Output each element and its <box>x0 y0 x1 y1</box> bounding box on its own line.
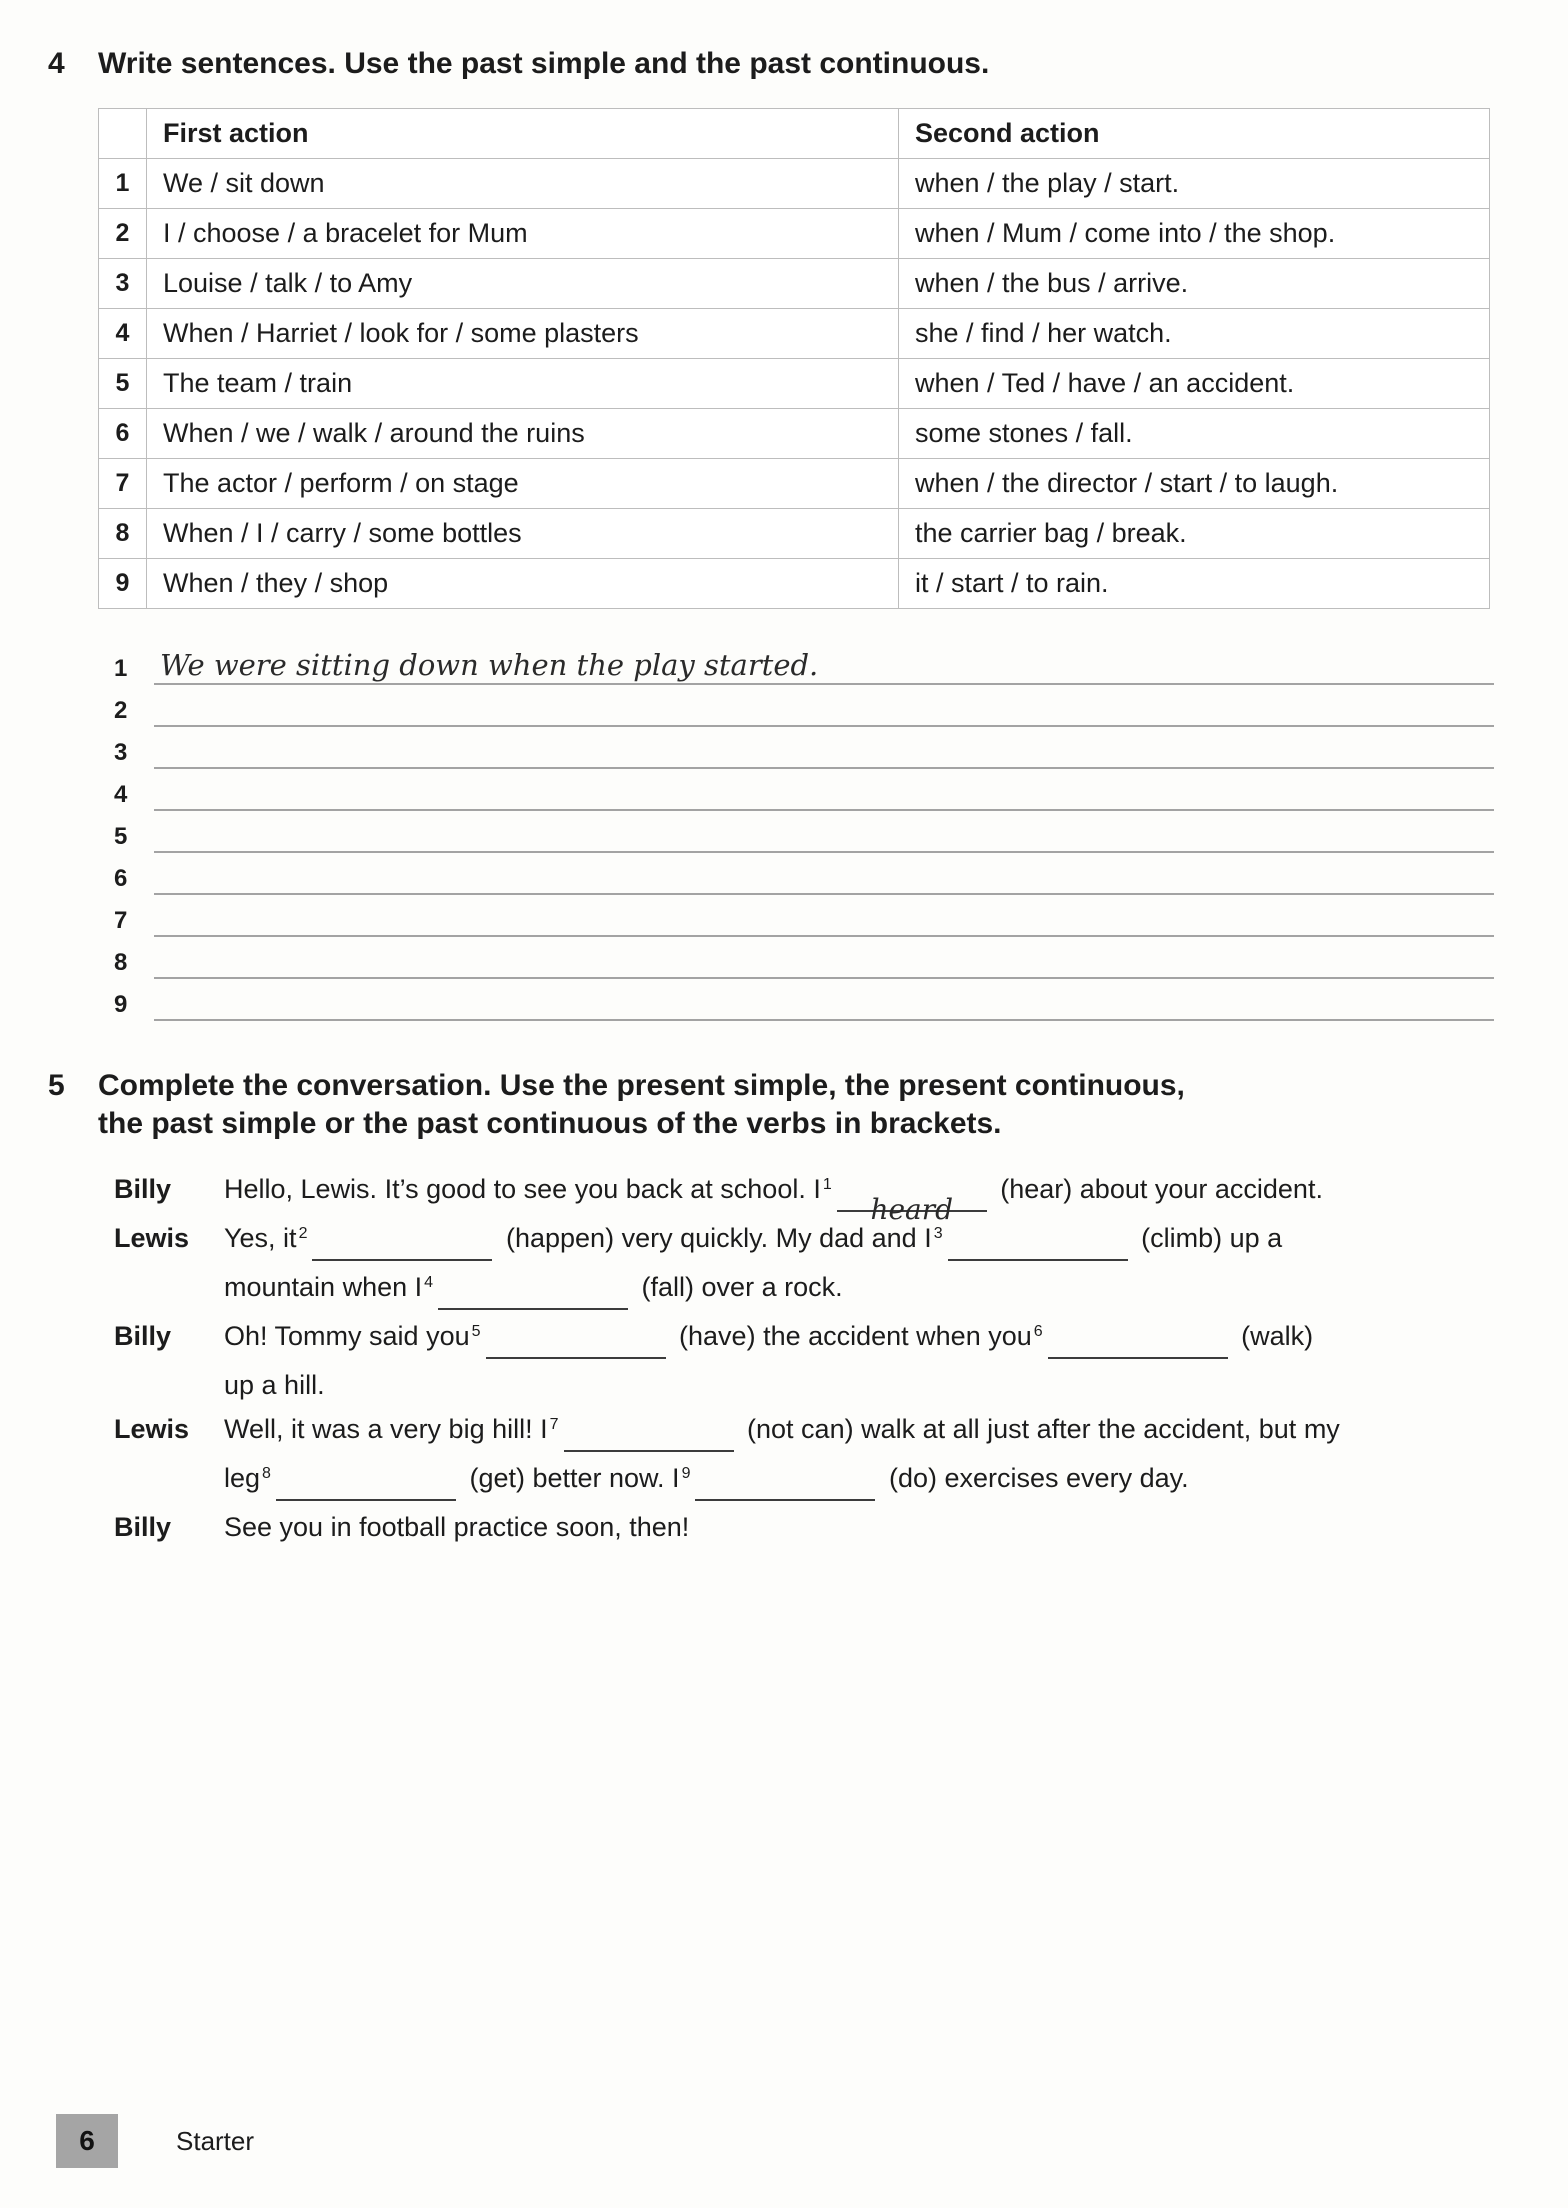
dialogue <box>114 1167 1498 1549</box>
fill-in-blank[interactable] <box>837 1185 987 1226</box>
cell-second-action: when / the play / start. <box>899 159 1490 209</box>
answer-number: 7 <box>114 907 128 934</box>
table-row <box>99 209 1490 259</box>
table-row <box>99 559 1490 609</box>
answer-write-line[interactable] <box>154 937 1494 979</box>
answer-write-line[interactable] <box>154 643 1494 685</box>
exercise-number: 5 <box>48 1069 65 1102</box>
answer-row <box>114 769 1494 811</box>
fill-in-blank[interactable] <box>276 1474 456 1501</box>
table-row <box>99 359 1490 409</box>
row-number: 7 <box>99 459 147 509</box>
dialogue-text: (hear) about your accident. <box>1000 1174 1323 1204</box>
table-row <box>99 259 1490 309</box>
cell-second-action: when / Ted / have / an accident. <box>899 359 1490 409</box>
dialogue-text: Yes, it <box>224 1223 297 1253</box>
section-label: Starter <box>176 2125 255 2156</box>
dialogue-text: (get) better now. I <box>469 1463 680 1493</box>
fill-in-blank[interactable] <box>438 1283 628 1310</box>
dialogue-text: (have) the accident when you <box>679 1321 1032 1351</box>
exercise-4-header <box>48 46 1498 82</box>
cell-second-action: when / the director / start / to laugh. <box>899 459 1490 509</box>
dialogue-line <box>114 1167 1498 1226</box>
fill-in-blank[interactable] <box>486 1332 666 1359</box>
dialogue-text: leg <box>224 1463 261 1493</box>
answer-write-line[interactable] <box>154 811 1494 853</box>
blank-number: 2 <box>298 1225 308 1242</box>
answer-number: 8 <box>114 949 128 976</box>
answer-row <box>114 811 1494 853</box>
row-number: 8 <box>99 509 147 559</box>
fill-in-blank[interactable] <box>695 1474 875 1501</box>
page-number-box <box>56 2114 118 2168</box>
blank-number: 7 <box>549 1416 559 1433</box>
cell-second-action: it / start / to rain. <box>899 559 1490 609</box>
page-number: 6 <box>79 2125 95 2156</box>
row-number: 3 <box>99 259 147 309</box>
answer-row <box>114 895 1494 937</box>
dialogue-text: Hello, Lewis. It’s good to see you back at school. I <box>224 1174 821 1204</box>
dialogue-line <box>114 1407 1498 1456</box>
dialogue-line <box>114 1265 1498 1314</box>
answer-row <box>114 979 1494 1021</box>
dialogue-text: (fall) over a rock. <box>641 1272 843 1302</box>
dialogue-line <box>114 1363 1498 1407</box>
cell-first-action: Louise / talk / to Amy <box>147 259 899 309</box>
cell-first-action: The team / train <box>147 359 899 409</box>
row-number: 1 <box>99 159 147 209</box>
blank-number: 8 <box>262 1465 271 1482</box>
dialogue-line <box>114 1314 1498 1363</box>
header-second-action: Second action <box>899 109 1490 159</box>
blank-number: 3 <box>933 1225 943 1242</box>
header-num-cell <box>99 109 147 159</box>
answer-number: 6 <box>114 865 128 892</box>
page-footer <box>56 2114 254 2168</box>
answer-write-line[interactable] <box>154 979 1494 1021</box>
speaker-name <box>114 1265 224 1314</box>
handwritten-answer: heard <box>870 1193 954 1226</box>
table-row <box>99 309 1490 359</box>
cell-first-action: When / Harriet / look for / some plasters <box>147 309 899 359</box>
fill-in-blank[interactable] <box>312 1234 492 1261</box>
cell-second-action: the carrier bag / break. <box>899 509 1490 559</box>
blank-number: 5 <box>471 1323 481 1340</box>
table-header-row <box>99 109 1490 159</box>
dialogue-line <box>114 1216 1498 1265</box>
table-row <box>99 459 1490 509</box>
answer-number: 9 <box>114 991 128 1018</box>
answer-row <box>114 643 1494 685</box>
cell-second-action: when / Mum / come into / the shop. <box>899 209 1490 259</box>
table-row <box>99 159 1490 209</box>
dialogue-line <box>114 1456 1498 1505</box>
dialogue-line <box>114 1505 1498 1549</box>
row-number: 6 <box>99 409 147 459</box>
fill-in-blank[interactable] <box>948 1234 1128 1261</box>
fill-in-blank[interactable] <box>564 1425 734 1452</box>
row-number: 9 <box>99 559 147 609</box>
cell-first-action: When / we / walk / around the ruins <box>147 409 899 459</box>
exercise-title-line-1: Complete the conversation. Use the present simple, the present continuous, <box>98 1069 1185 1102</box>
speaker-name <box>114 1363 224 1407</box>
speaker-name: Billy <box>114 1512 172 1542</box>
answers-section <box>114 643 1494 1021</box>
speaker-name: Lewis <box>114 1223 190 1253</box>
dialogue-text: (happen) very quickly. My dad and I <box>505 1223 932 1253</box>
dialogue-text: mountain when I <box>224 1272 423 1302</box>
dialogue-text: up a hill. <box>224 1370 325 1400</box>
dialogue-text: (walk) <box>1241 1321 1314 1351</box>
answer-number: 3 <box>114 739 128 766</box>
handwritten-answer: We were sitting down when the play started. <box>160 648 819 682</box>
blank-number: 1 <box>822 1176 832 1193</box>
row-number: 2 <box>99 209 147 259</box>
dialogue-text: (not can) walk at all just after the accident, but my <box>747 1414 1340 1444</box>
exercise-title: Write sentences. Use the past simple and the past continuous. <box>98 47 990 80</box>
answer-write-line[interactable] <box>154 853 1494 895</box>
exercise-5-section <box>48 1067 1498 1549</box>
speaker-name: Lewis <box>114 1414 190 1444</box>
table-row <box>99 409 1490 459</box>
exercise-4-table <box>98 108 1490 609</box>
cell-first-action: When / they / shop <box>147 559 899 609</box>
exercise-title <box>98 1067 1185 1143</box>
answer-number: 5 <box>114 823 128 850</box>
cell-second-action: she / find / her watch. <box>899 309 1490 359</box>
header-first-action: First action <box>147 109 899 159</box>
exercise-number: 4 <box>48 47 65 80</box>
speaker-name <box>114 1456 224 1505</box>
cell-first-action: The actor / perform / on stage <box>147 459 899 509</box>
cell-second-action: when / the bus / arrive. <box>899 259 1490 309</box>
answer-number: 4 <box>114 781 128 808</box>
exercise-4-section <box>48 46 1498 1021</box>
answer-write-line[interactable] <box>154 685 1494 727</box>
blank-number: 9 <box>681 1465 691 1482</box>
answer-number: 2 <box>114 697 128 724</box>
dialogue-text: See you in football practice soon, then! <box>224 1512 690 1542</box>
answer-row <box>114 937 1494 979</box>
cell-first-action: When / I / carry / some bottles <box>147 509 899 559</box>
table-row <box>99 509 1490 559</box>
blank-number: 4 <box>424 1274 434 1291</box>
answer-write-line[interactable] <box>154 895 1494 937</box>
answer-row <box>114 853 1494 895</box>
exercise-5-header <box>48 1067 1498 1143</box>
answer-write-line[interactable] <box>154 769 1494 811</box>
cell-second-action: some stones / fall. <box>899 409 1490 459</box>
dialogue-text: Well, it was a very big hill! I <box>224 1414 548 1444</box>
cell-first-action: We / sit down <box>147 159 899 209</box>
fill-in-blank[interactable] <box>1048 1332 1228 1359</box>
answer-row <box>114 727 1494 769</box>
answer-row <box>114 685 1494 727</box>
dialogue-text: (do) exercises every day. <box>888 1463 1189 1493</box>
row-number: 4 <box>99 309 147 359</box>
dialogue-text: (climb) up a <box>1141 1223 1283 1253</box>
row-number: 5 <box>99 359 147 409</box>
answer-number: 1 <box>114 655 128 682</box>
blank-number: 6 <box>1033 1323 1043 1340</box>
speaker-name: Billy <box>114 1174 172 1204</box>
speaker-name: Billy <box>114 1321 172 1351</box>
cell-first-action: I / choose / a bracelet for Mum <box>147 209 899 259</box>
answer-write-line[interactable] <box>154 727 1494 769</box>
exercise-title-line-2: the past simple or the past continuous of the verbs in brackets. <box>98 1107 1002 1140</box>
dialogue-text: Oh! Tommy said you <box>224 1321 470 1351</box>
